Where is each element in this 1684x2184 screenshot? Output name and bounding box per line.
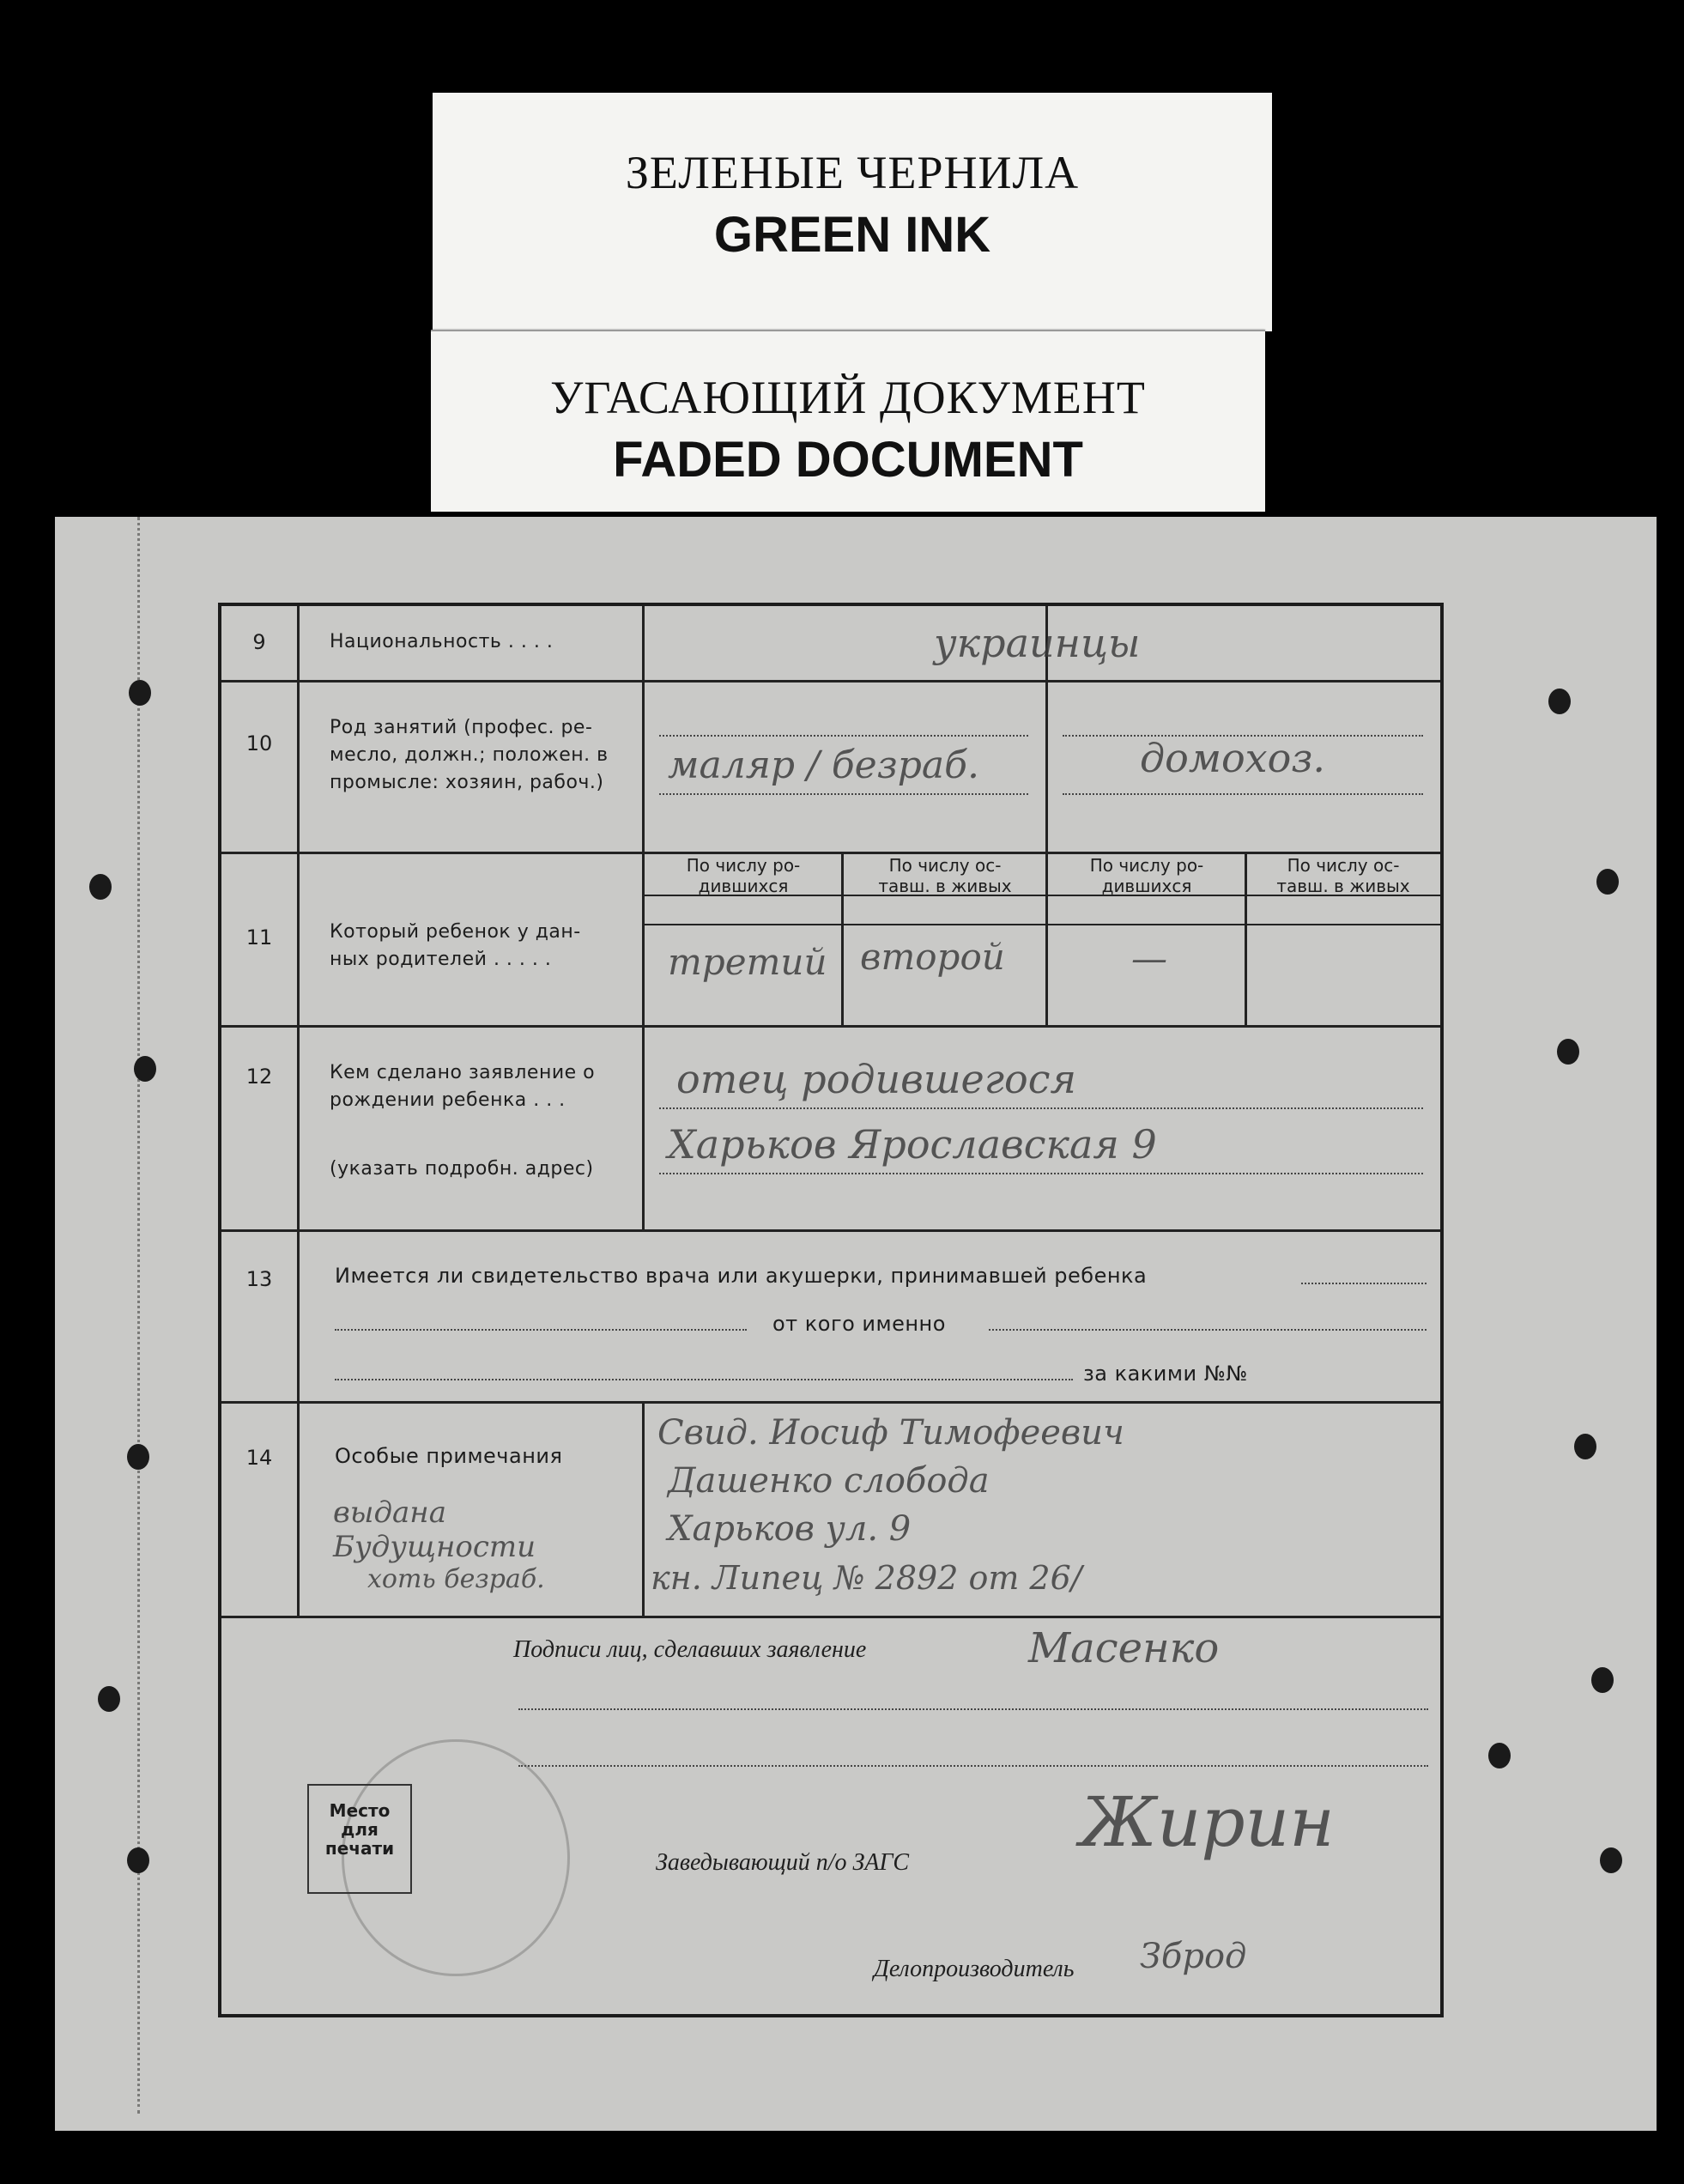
occupation-mother-handwritten: домохоз. — [1140, 735, 1326, 781]
faded-document-label-ru: УГАСАЮЩИЙ ДОКУМЕНТ — [550, 372, 1146, 423]
applicants-signature-label: Подписи лиц, сделавших заявление — [513, 1636, 867, 1663]
faded-document-label — [431, 330, 1265, 512]
occupation-label-line1: Род занятий (профес. ре- — [330, 717, 593, 738]
declarant-label-line2: рождении ребенка . . . — [330, 1089, 566, 1111]
binding-hole — [134, 1056, 156, 1082]
binding-hole — [129, 680, 151, 706]
which-child-label-line1: Который ребенок у дан- — [330, 921, 581, 943]
which-child-label-line2: ных родителей . . . . . — [330, 949, 552, 970]
registry-head-signature: Жирин — [1080, 1782, 1335, 1862]
binding-hole — [1488, 1743, 1511, 1768]
binding-hole — [1574, 1434, 1596, 1459]
green-ink-label-ru: ЗЕЛЕНЫЕ ЧЕРНИЛА — [625, 147, 1080, 198]
row-13-number: 13 — [245, 1267, 273, 1291]
stamp-place-box: Место для печати — [307, 1784, 412, 1894]
special-notes-left-handwritten-1: выдана — [333, 1495, 446, 1530]
row-9-number: 9 — [252, 630, 266, 654]
col-alive-mother-header: По числу ос- тавш. в живых — [1276, 855, 1410, 896]
applicant-signature: Масенко — [1028, 1624, 1220, 1672]
certificate-numbers-label: за какими №№ — [1083, 1362, 1248, 1386]
child-order-mother-handwritten: — — [1131, 937, 1167, 980]
declarant-label-line1: Кем сделано заявление о — [330, 1062, 596, 1083]
special-notes-label: Особые примечания — [335, 1444, 563, 1468]
row-10-number: 10 — [245, 731, 273, 755]
green-ink-label — [433, 93, 1272, 331]
special-notes-left-handwritten-3: хоть безраб. — [367, 1564, 545, 1594]
declarant-handwritten: отец родившегося — [676, 1056, 1076, 1102]
binding-hole — [127, 1847, 149, 1873]
record-sheet — [55, 517, 1657, 2131]
row-14-number: 14 — [245, 1446, 273, 1470]
nationality-handwritten: украинцы — [934, 620, 1141, 666]
doctor-certificate-question: Имеется ли свидетельство врача или акушерки, принимавшей ребенка — [335, 1264, 1148, 1288]
row-12-number: 12 — [245, 1065, 273, 1089]
green-ink-label-en: GREEN INK — [713, 207, 991, 263]
col-born-mother-header: По числу ро- дившихся — [1089, 855, 1204, 896]
perforation-edge — [137, 517, 148, 2114]
child-order-born-handwritten: третий — [668, 941, 827, 983]
registry-head-label: Заведывающий п/о ЗАГС — [656, 1849, 910, 1876]
clerk-signature: Зброд — [1140, 1937, 1247, 1976]
occupation-label-line3: промысле: хозяин, рабоч.) — [330, 772, 604, 793]
occupation-label-line2: месло, должн.; положен. в — [330, 744, 609, 766]
binding-hole — [1600, 1847, 1622, 1873]
declarant-label-line3: (указать подробн. адрес) — [330, 1158, 594, 1180]
binding-hole — [127, 1444, 149, 1470]
binding-hole — [1596, 869, 1619, 895]
special-notes-handwritten-1: Свид. Иосиф Тимофеевич — [657, 1413, 1124, 1453]
child-order-alive-handwritten: второй — [860, 936, 1005, 978]
binding-hole — [1557, 1039, 1579, 1065]
clerk-label: Делопроизводитель — [874, 1956, 1075, 1982]
from-whom-label: от кого именно — [772, 1312, 946, 1336]
special-notes-handwritten-4: кн. Липец № 2892 от 26/ — [651, 1559, 1082, 1597]
col-alive-father-header: По числу ос- тавш. в живых — [878, 855, 1012, 896]
special-notes-left-handwritten-2: Будущности — [333, 1530, 536, 1564]
faded-document-label-en: FADED DOCUMENT — [613, 432, 1083, 488]
binding-hole — [1548, 689, 1571, 714]
declarant-address-handwritten: Харьков Ярославская 9 — [668, 1121, 1157, 1168]
birth-record-form — [218, 603, 1444, 2017]
binding-hole — [1591, 1667, 1614, 1693]
row-11-number: 11 — [245, 925, 273, 949]
col-born-father-header: По числу ро- дившихся — [686, 855, 801, 896]
special-notes-handwritten-3: Харьков ул. 9 — [668, 1509, 912, 1549]
binding-hole — [89, 874, 112, 900]
binding-hole — [98, 1686, 120, 1712]
nationality-label: Национальность . . . . — [330, 631, 554, 652]
occupation-father-handwritten: маляр / безраб. — [668, 743, 979, 787]
special-notes-handwritten-2: Дашенко слобода — [668, 1461, 990, 1501]
